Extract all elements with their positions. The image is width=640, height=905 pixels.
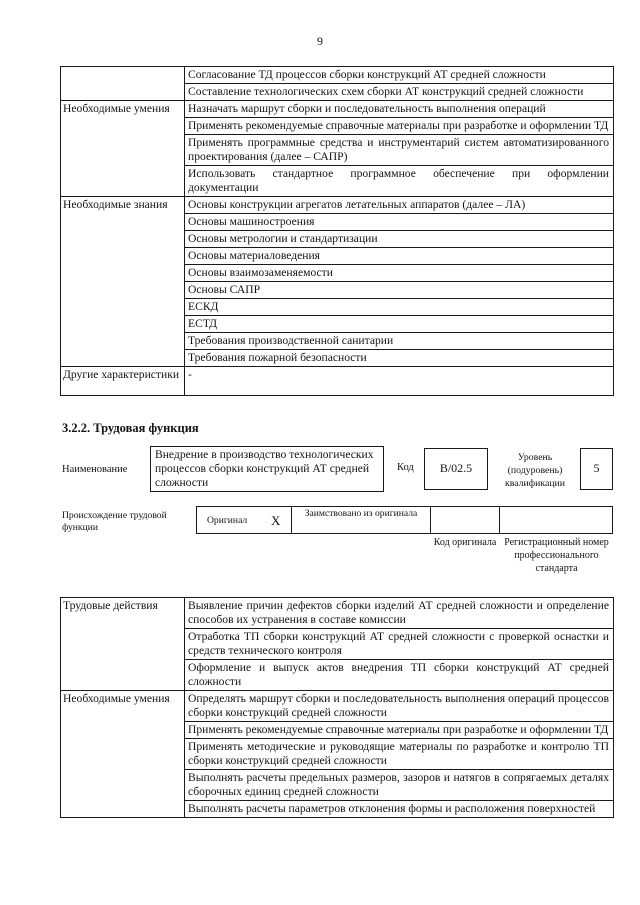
list-item: -	[185, 367, 614, 396]
name-label: Наименование	[62, 464, 128, 475]
list-item: Основы конструкции агрегатов летательных аппаратов (далее – ЛА)	[185, 197, 614, 214]
list-item: Применять рекомендуемые справочные материалы при разработке и оформлении ТД	[185, 722, 614, 739]
level-label: Уровень (подуровень) квалификации	[504, 452, 566, 489]
table-row	[61, 691, 614, 722]
reg-number-caption: Регистрационный номер профессионального стандарта	[504, 537, 609, 574]
table-row	[61, 598, 614, 629]
code-original-caption: Код оригинала	[433, 537, 497, 548]
list-item: Требования производственной санитарии	[185, 333, 614, 350]
level-box: 5	[580, 448, 613, 490]
list-item: Основы взаимозаменяемости	[185, 265, 614, 282]
list-item: Назначать маршрут сборки и последовательность выполнения операций	[185, 101, 614, 118]
original-label: Оригинал	[207, 515, 248, 526]
row-label: Необходимые умения	[61, 101, 185, 197]
list-item: Применять рекомендуемые справочные материалы при разработке и оформлении ТД	[185, 118, 614, 135]
original-cell	[196, 506, 292, 534]
table-row	[61, 101, 614, 118]
list-item: Основы материаловедения	[185, 248, 614, 265]
list-item: Применять методические и руководящие материалы по разработке и контролю ТП сборки конструкций средней сложности	[185, 739, 614, 770]
row-label: Другие характеристики	[61, 367, 185, 396]
list-item: Требования пожарной безопасности	[185, 350, 614, 367]
list-item: Выполнять расчеты параметров отклонения формы и расположения поверхностей	[185, 801, 614, 818]
requirements-table-top	[60, 66, 614, 396]
list-item: ЕСТД	[185, 316, 614, 333]
list-item: Оформление и выпуск актов внедрения ТП сборки конструкций АТ средней сложности	[185, 660, 614, 691]
row-label: Трудовые действия	[61, 598, 185, 691]
page-number: 9	[317, 34, 323, 48]
list-item: Отработка ТП сборки конструкций АТ средней сложности с проверкой оснастки и средств технического контроля	[185, 629, 614, 660]
row-label: Необходимые умения	[61, 691, 185, 818]
original-mark: X	[271, 513, 281, 528]
code-box: В/02.5	[424, 448, 488, 490]
table-row	[61, 67, 614, 84]
table-row	[61, 367, 614, 396]
table-row	[61, 197, 614, 214]
code-label: Код	[397, 462, 414, 473]
borrowed-cell: Заимствовано из оригинала	[291, 506, 431, 534]
requirements-table-bottom	[60, 597, 614, 818]
list-item: Использовать стандартное программное обеспечение при оформлении документации	[185, 166, 614, 197]
list-item: ЕСКД	[185, 299, 614, 316]
row-label	[61, 67, 185, 101]
list-item: Согласование ТД процессов сборки конструкций АТ средней сложности	[185, 67, 614, 84]
function-name-box: Внедрение в производство технологических процессов сборки конструкций АТ средней сложности	[150, 446, 384, 492]
code-original-cell	[430, 506, 500, 534]
reg-number-cell	[499, 506, 613, 534]
list-item: Составление технологических схем сборки АТ конструкций средней сложности	[185, 84, 614, 101]
list-item: Основы машиностроения	[185, 214, 614, 231]
origin-label: Происхождение трудовой функции	[62, 510, 167, 533]
list-item: Определять маршрут сборки и последовательность выполнения операций процессов сборки конструкций средней сложности	[185, 691, 614, 722]
list-item: Выявление причин дефектов сборки изделий АТ средней сложности и определение способов их устранения в составе комиссии	[185, 598, 614, 629]
list-item: Основы САПР	[185, 282, 614, 299]
list-item: Применять программные средства и инструментарий систем автоматизированного проектирования (далее – САПР)	[185, 135, 614, 166]
list-item: Основы метрологии и стандартизации	[185, 231, 614, 248]
list-item: Выполнять расчеты предельных размеров, зазоров и натягов в сопрягаемых деталях сборочных единиц средней сложности	[185, 770, 614, 801]
section-heading: 3.2.2. Трудовая функция	[62, 421, 199, 435]
row-label: Необходимые знания	[61, 197, 185, 367]
